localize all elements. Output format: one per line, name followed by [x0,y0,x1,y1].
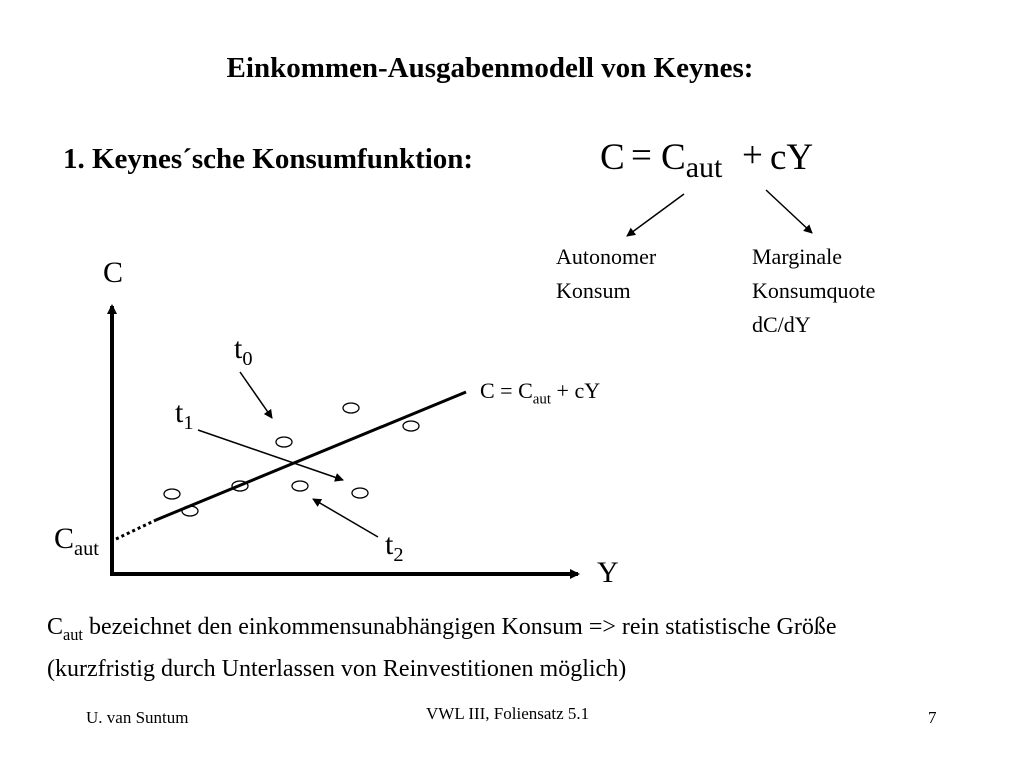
t0-label: $t_0$ [234,332,253,370]
intercept-dotted-line [116,520,156,539]
formula-c-aut: $C_{aut}$ [661,137,723,184]
formula-equals: = [631,135,652,176]
arrow-to-marginal [766,190,812,233]
arrow-t2 [313,499,378,537]
arrow-t0 [240,372,272,418]
note-line-1: $C_{aut}$ bezeichnet den einkommensunabhängigen Konsum => rein statistische Größe [47,614,837,644]
footer-course: VWL III, Foliensatz 5.1 [426,704,590,723]
footer-page-number: 7 [928,708,937,727]
formula-plus: + [742,135,763,176]
formula-rhs: cY [770,137,814,178]
footer-author: U. van Suntum [86,708,189,727]
slide-subtitle: 1. Keynes´sche Konsumfunktion: [63,143,474,175]
data-point [164,489,180,499]
slide-title: Einkommen-Ausgabenmodell von Keynes: [226,52,754,84]
consumption-function-line [156,392,466,520]
data-point [343,403,359,413]
data-point [352,488,368,498]
explanatory-note [47,610,837,686]
arrow-to-autonomous [627,194,684,236]
y-axis-label: C [103,256,124,289]
data-point [276,437,292,447]
intercept-label: $C_{aut}$ [54,522,99,560]
t2-label: $t_2$ [385,528,404,566]
t1-label: $t_1$ [175,396,194,434]
formula-lhs: C [600,137,625,178]
observation-points [164,403,419,516]
data-point [403,421,419,431]
autonomous-consumption-label: Autonomer Konsum [556,244,657,303]
note-line-2: (kurzfristig durch Unterlassen von Reinvestitionen möglich) [47,655,627,682]
data-point [292,481,308,491]
line-label: $C = C_{aut}$ + cY [480,378,601,408]
x-axis-label: Y [597,556,619,589]
marginal-propensity-label: Marginale Konsumquote dC/dY [752,244,876,337]
